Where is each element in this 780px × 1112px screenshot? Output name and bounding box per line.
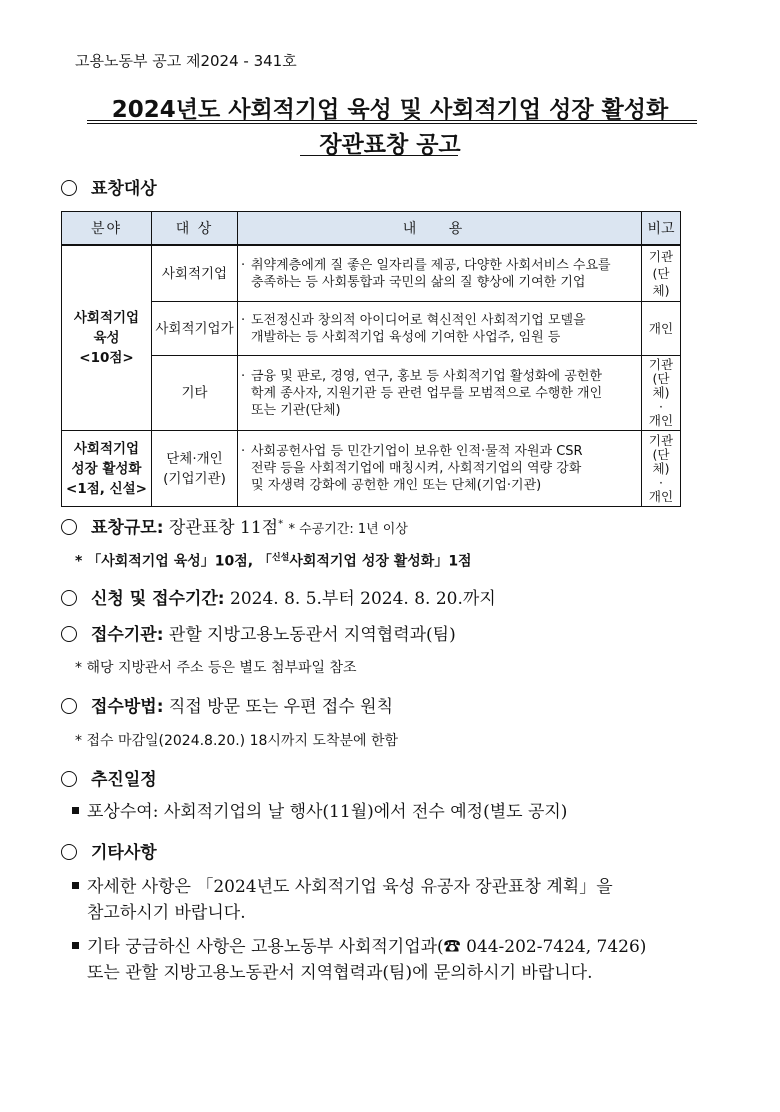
description-cell: · 사회공헌사업 등 민간기업이 보유한 인적·물적 자원과 CSR 전략 등을 사회적기업에 매칭시켜, 사회적기업의 역량 강화 및 자생력 강화에 공헌한 개인 또는 단체(기업·기관) xyxy=(238,431,642,507)
notice-number: 고용노동부 공고 제2024 - 341호 xyxy=(75,52,297,70)
description-cell: · 취약계층에게 질 좋은 일자리를 제공, 다양한 사회서비스 수요를 충족하는 등 사회통합과 국민의 삶의 질 향상에 기여한 기업 xyxy=(238,245,642,302)
target-cell: 기타 xyxy=(152,356,238,431)
section-schedule: 추진일정 xyxy=(61,765,157,790)
other-item-2: 기타 궁금하신 사항은 고용노동부 사회적기업과(☎ 044-202-7424, 7426) 또는 관할 지방고용노동관서 지역협력과(팀)에 문의하시기 바랍니다. xyxy=(72,934,732,986)
description-cell: · 도전정신과 창의적 아이디어로 혁신적인 사회적기업 모델을 개발하는 등 사회적기업 육성에 기여한 사업주, 임원 등 xyxy=(238,302,642,356)
table-row xyxy=(62,245,681,302)
target-cell: 사회적기업가 xyxy=(152,302,238,356)
square-bullet-icon xyxy=(72,942,79,949)
section-target: 표창대상 xyxy=(61,174,157,199)
schedule-item: 포상수여: 사회적기업의 날 행사(11월)에서 전수 예정(별도 공지) xyxy=(72,799,567,825)
circle-marker-icon xyxy=(61,590,77,606)
remark-cell: 기관 (단체) xyxy=(642,245,681,302)
table-row xyxy=(62,431,681,507)
category-cell: 사회적기업 성장 활성화 <1점, 신설> xyxy=(62,431,152,507)
header-target: 대 상 xyxy=(152,212,238,246)
circle-marker-icon xyxy=(61,180,77,196)
header-field: 분야 xyxy=(62,212,152,246)
circle-marker-icon xyxy=(61,626,77,642)
remark-cell: 기관 (단체) · 개인 xyxy=(642,431,681,507)
circle-marker-icon xyxy=(61,698,77,714)
title-underline-3 xyxy=(300,155,458,156)
circle-marker-icon xyxy=(61,771,77,787)
category-cell: 사회적기업 육성 <10점> xyxy=(62,245,152,431)
note-office: * 해당 지방관서 주소 등은 별도 첨부파일 참조 xyxy=(75,660,357,676)
square-bullet-icon xyxy=(72,807,79,814)
circle-marker-icon xyxy=(61,519,77,535)
section-period: 신청 및 접수기간: 2024. 8. 5.부터 2024. 8. 20.까지 xyxy=(61,584,496,609)
square-bullet-icon xyxy=(72,882,79,889)
award-table xyxy=(61,211,681,507)
description-cell: · 금융 및 판로, 경영, 연구, 홍보 등 사회적기업 활성화에 공헌한 학계 종사자, 지원기관 등 관련 업무를 모범적으로 수행한 개인 또는 기관(단체) xyxy=(238,356,642,431)
note-method: * 접수 마감일(2024.8.20.) 18시까지 도착분에 한함 xyxy=(75,733,399,749)
target-cell: 사회적기업 xyxy=(152,245,238,302)
remark-cell: 개인 xyxy=(642,302,681,356)
header-remark: 비고 xyxy=(642,212,681,246)
table-row xyxy=(62,302,681,356)
section-method: 접수방법: 직접 방문 또는 우편 접수 원칙 xyxy=(61,692,393,717)
remark-cell: 기관 (단체) · 개인 xyxy=(642,356,681,431)
page-title-line2: 장관표창 공고 xyxy=(319,132,461,158)
table-row xyxy=(62,356,681,431)
target-cell: 단체·개인 (기업기관) xyxy=(152,431,238,507)
note-scale: * 「사회적기업 육성」10점, 「$^{신설}$사회적기업 성장 활성화」1점 xyxy=(75,553,472,570)
section-other: 기타사항 xyxy=(61,838,157,863)
section-office: 접수기관: 관할 지방고용노동관서 지역협력과(팀) xyxy=(61,620,456,645)
header-content: 내 용 xyxy=(238,212,642,246)
title-underline-1 xyxy=(87,120,697,121)
circle-marker-icon xyxy=(61,844,77,860)
page-title-line1: 2024년도 사회적기업 육성 및 사회적기업 성장 활성화 xyxy=(111,97,669,123)
other-item-1: 자세한 사항은 「2024년도 사회적기업 육성 유공자 장관표창 계획」을 참고하시기 바랍니다. xyxy=(72,874,712,926)
title-underline-2 xyxy=(87,123,697,124)
section-scale: 표창규모: 장관표창 11점* * 수공기간: 1년 이상 xyxy=(61,513,408,538)
table-header-row xyxy=(62,212,681,246)
